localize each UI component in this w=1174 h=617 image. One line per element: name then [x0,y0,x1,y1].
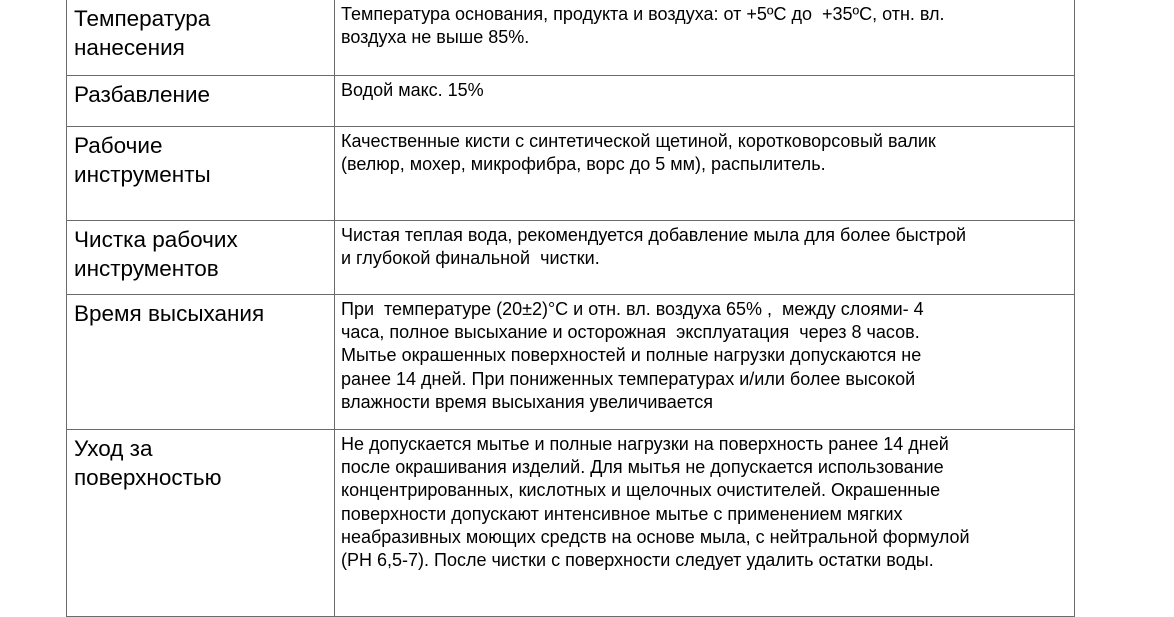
table-row [67,127,1075,221]
row-label: Чистка рабочих инструментов [74,227,238,281]
specification-table [66,0,1075,617]
row-value-cell [335,127,1075,221]
table-row [67,221,1075,295]
row-value-cell [335,221,1075,295]
row-value: Чистая теплая вода, рекомендуется добавление мыла для более быстрой и глубокой финальной чистки. [341,225,967,269]
row-label-cell [67,221,335,295]
row-value: При температуре (20±2)°С и отн. вл. воздуха 65% , между слоями- 4 часа, полное высыхание и осторожная эксплуатация через 8 часов. Мытье окрашенных поверхностей и полные нагрузки допускаются не ранее 14 дней. При пониженных температурах и/или более высокой влажности время высыхания увеличивается [341,299,924,412]
row-label-cell [67,295,335,430]
row-value-cell [335,295,1075,430]
row-label-cell [67,127,335,221]
row-label: Рабочие инструменты [74,133,211,187]
row-label-cell [67,76,335,127]
row-value-cell [335,0,1075,76]
row-label-cell [67,0,335,76]
row-value-cell [335,430,1075,617]
row-value: Температура основания, продукта и воздуха: от +5ºС до +35ºС, отн. вл. воздуха не выше 85%. [341,4,945,48]
row-value: Качественные кисти с синтетической щетиной, коротковорсовый валик (велюр, мохер, микрофибра, ворс до 5 мм), распылитель. [341,131,936,175]
row-label: Уход за поверхностью [74,436,222,490]
row-value: Водой макс. 15% [341,80,484,100]
row-value-cell [335,76,1075,127]
row-value: Не допускается мытье и полные нагрузки на поверхность ранее 14 дней после окрашивания изделий. Для мытья не допускается использование концентрированных, кислотных и щелочных очистителей. Окрашенные поверхности допускают интенсивное мытье с применением мягких неабразивных моющих средств на основе мыла, с нейтральной формулой (РН 6,5-7). После чистки с поверхности следует удалить остатки воды. [341,434,970,571]
table-row [67,295,1075,430]
row-label-cell [67,430,335,617]
table-row [67,76,1075,127]
row-label: Разбавление [74,82,211,107]
table-row [67,430,1075,617]
table-row [67,0,1075,76]
row-label: Время высыхания [74,301,265,326]
row-label: Температура нанесения [74,6,211,60]
